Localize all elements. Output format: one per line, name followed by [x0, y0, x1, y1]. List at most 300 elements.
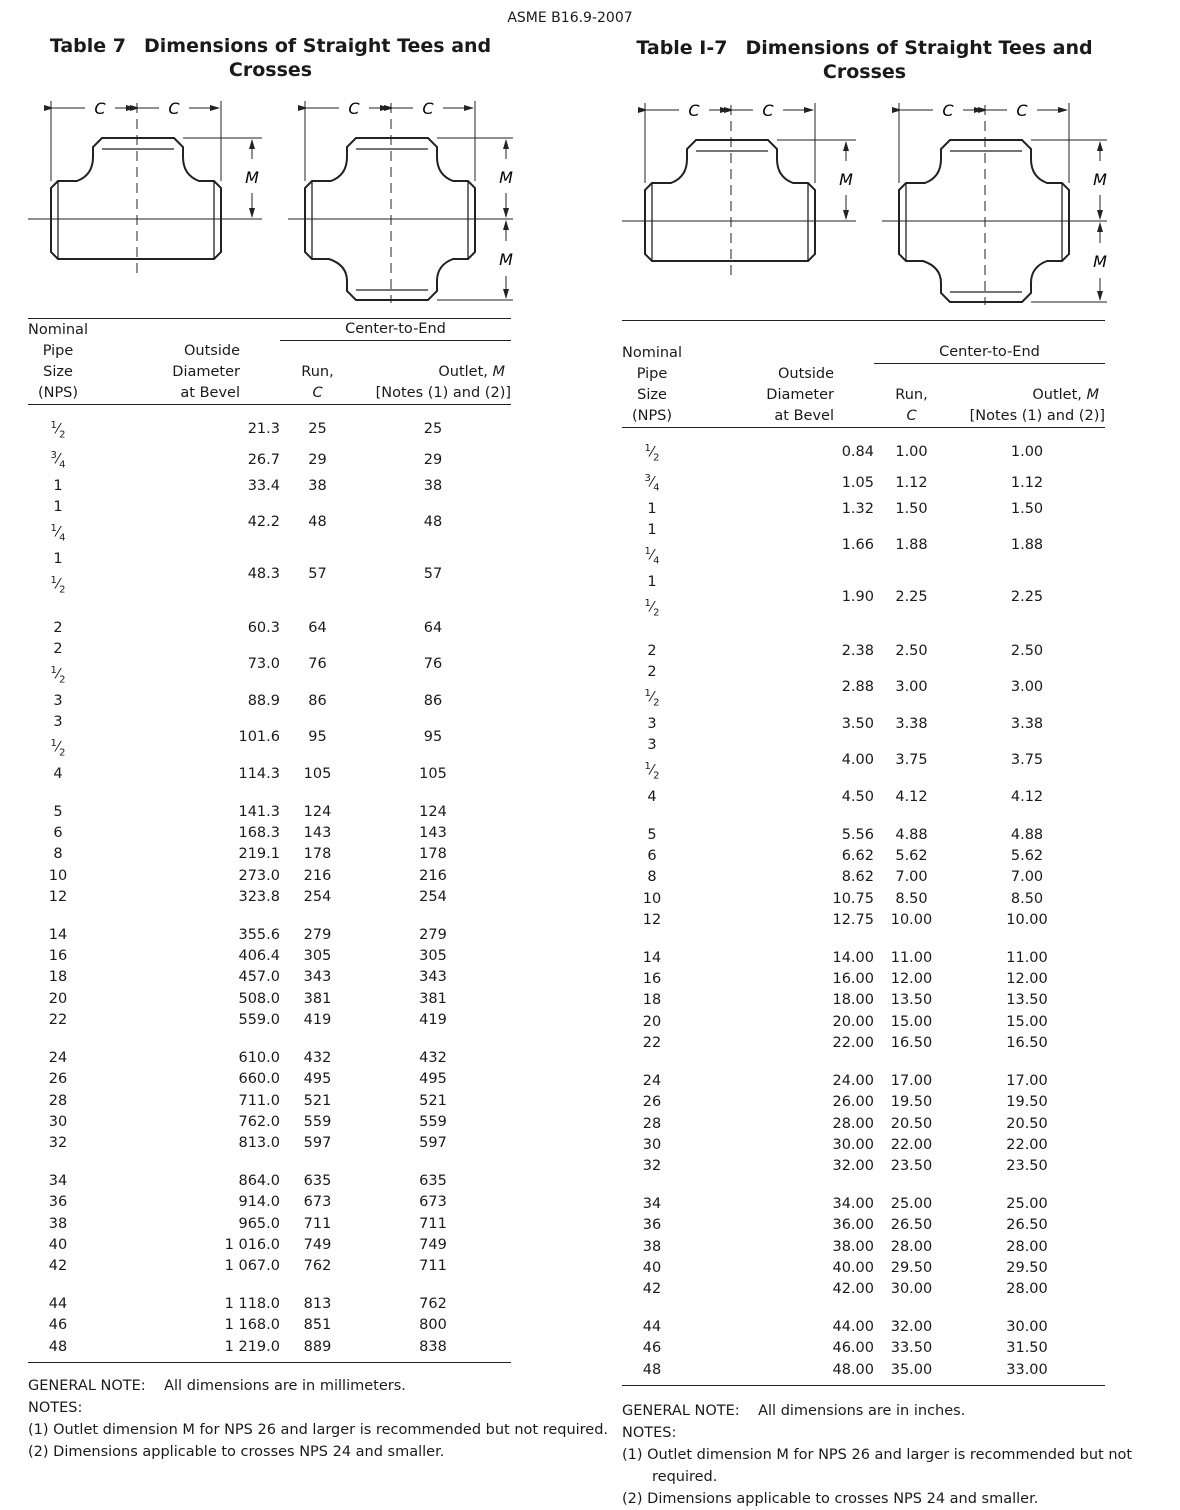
nps-cell: 14	[48, 927, 68, 944]
table-row	[622, 948, 1105, 969]
run-cell: 3.75	[895, 752, 928, 769]
run-cell: 597	[303, 1134, 332, 1151]
nps-cell: 22	[642, 1034, 662, 1051]
nps-header-3: Size	[637, 386, 667, 403]
table-7-grid	[28, 318, 511, 1363]
title-line-2: Crosses	[822, 61, 907, 83]
od-cell: 42.2	[247, 514, 280, 531]
run-cell: 813	[303, 1296, 332, 1313]
nps-cell: 26	[48, 1071, 68, 1088]
table-row	[622, 1156, 1105, 1177]
od-cell: 38.00	[832, 1238, 874, 1255]
nps-cell: 28	[642, 1115, 662, 1132]
run-cell: 279	[303, 927, 332, 944]
nps-cell: 42	[48, 1257, 68, 1274]
nps-cell: $^3⁄_4$	[50, 450, 66, 471]
outlet-cell: 4.88	[1010, 827, 1044, 844]
nps-cell: 36	[48, 1194, 68, 1211]
title-line-2: Crosses	[228, 59, 313, 81]
nps-cell: 44	[48, 1296, 68, 1313]
run-cell: 8.50	[895, 890, 928, 907]
run-cell: 35.00	[890, 1361, 933, 1378]
svg-text:C: C	[168, 99, 180, 118]
run-cell: 124	[303, 804, 332, 821]
run-cell: 19.50	[890, 1094, 933, 1111]
nps-cell: $1^1⁄_4$	[50, 499, 66, 544]
table-row	[622, 1215, 1105, 1236]
od-cell: 1.90	[841, 589, 874, 606]
nps-cell: 2	[53, 619, 63, 636]
outlet-cell: 1.00	[1010, 444, 1044, 461]
table-row	[622, 1135, 1105, 1156]
od-cell: 1 219.0	[224, 1338, 280, 1355]
table-row	[28, 866, 511, 887]
outlet-cell: 178	[419, 846, 447, 863]
outlet-cell: 11.00	[1006, 950, 1048, 967]
outlet-cell: 495	[419, 1071, 447, 1088]
outlet-header-2: [Notes (1) and (2)]	[355, 383, 511, 405]
table-row	[28, 764, 511, 785]
od-cell: 4.50	[841, 788, 874, 805]
outlet-cell: 28.00	[1006, 1238, 1048, 1255]
od-header-1: Outside	[778, 365, 834, 382]
nps-cell: 18	[48, 969, 68, 986]
run-cell: 23.50	[890, 1157, 933, 1174]
od-cell: 965.0	[238, 1215, 280, 1232]
od-cell: 1 118.0	[224, 1296, 280, 1313]
run-cell: 64	[308, 619, 327, 636]
table-row	[622, 1012, 1105, 1033]
outlet-cell: 2.25	[1010, 589, 1044, 606]
outlet-cell: 13.50	[1006, 992, 1048, 1009]
run-cell: 343	[303, 969, 332, 986]
outlet-cell: 419	[419, 1011, 447, 1028]
od-cell: 1.05	[841, 474, 874, 491]
outlet-cell: 559	[419, 1113, 447, 1130]
table-row	[28, 967, 511, 988]
nps-cell: 14	[642, 950, 662, 967]
nps-header-1: Nominal	[622, 344, 682, 361]
outlet-cell: 673	[419, 1194, 447, 1211]
run-cell: 25	[308, 421, 327, 438]
run-header-1: Run,	[301, 363, 334, 380]
nps-cell: $^1⁄_2$	[644, 442, 660, 463]
table-row	[622, 990, 1105, 1011]
nps-cell: 40	[642, 1259, 662, 1276]
table-row	[28, 1214, 511, 1235]
od-cell: 46.00	[832, 1340, 874, 1357]
run-cell: 2.25	[895, 589, 928, 606]
outlet-cell: 57	[423, 566, 443, 583]
note-1: (1) Outlet dimension M for NPS 26 and larger is recommended but not required.	[622, 1446, 1133, 1485]
table-row	[622, 1194, 1105, 1215]
table-row	[622, 468, 1105, 499]
run-cell: 3.00	[895, 679, 928, 696]
run-header-2: C	[280, 383, 355, 405]
run-cell: 1.50	[895, 500, 928, 517]
table-row	[622, 735, 1105, 787]
outlet-cell: 2.50	[1010, 642, 1044, 659]
od-cell: 48.3	[247, 566, 280, 583]
run-cell: 381	[303, 990, 332, 1007]
nps-cell: 5	[53, 804, 63, 821]
table-row	[28, 1133, 511, 1154]
nps-header-3: Size	[43, 363, 73, 380]
nps-cell: $1^1⁄_2$	[50, 550, 66, 596]
table-title	[622, 36, 1107, 84]
table-row	[28, 639, 511, 691]
run-cell: 4.88	[895, 827, 928, 844]
table-row	[28, 844, 511, 865]
outlet-cell: 25.00	[1006, 1196, 1048, 1213]
table-row	[28, 925, 511, 946]
run-cell: 305	[303, 948, 332, 965]
run-cell: 17.00	[890, 1073, 933, 1090]
notes-block	[28, 1375, 608, 1463]
outlet-cell: 279	[419, 927, 447, 944]
od-cell: 12.75	[832, 911, 874, 928]
od-cell: 168.3	[238, 825, 280, 842]
nps-cell: 30	[48, 1113, 68, 1130]
run-cell: 29.50	[890, 1259, 933, 1276]
od-cell: 14.00	[832, 950, 874, 967]
outlet-cell: 17.00	[1006, 1073, 1048, 1090]
outlet-cell: 711	[419, 1257, 447, 1274]
outlet-cell: 76	[423, 656, 443, 673]
od-cell: 6.62	[841, 848, 874, 865]
svg-text:M: M	[245, 168, 259, 187]
nps-cell: 20	[642, 1013, 662, 1030]
table-row	[28, 802, 511, 823]
nps-cell: 22	[48, 1011, 68, 1028]
od-cell: 273.0	[238, 867, 280, 884]
outlet-cell: 16.50	[1006, 1034, 1048, 1051]
od-cell: 5.56	[841, 827, 874, 844]
outlet-header-1: Outlet, M	[1032, 386, 1100, 403]
table-row	[28, 476, 511, 497]
table-row	[622, 438, 1105, 469]
note-1: (1) Outlet dimension M for NPS 26 and larger is recommended but not required.	[28, 1421, 609, 1438]
outlet-cell: 20.50	[1006, 1115, 1048, 1132]
table-row	[28, 1192, 511, 1213]
run-cell: 11.00	[890, 950, 933, 967]
notes-label: NOTES:	[28, 1399, 83, 1416]
outlet-cell: 64	[423, 619, 443, 636]
od-cell: 1.32	[841, 500, 874, 517]
outlet-header-1: Outlet, M	[438, 363, 506, 380]
svg-text:C: C	[94, 99, 106, 118]
od-cell: 28.00	[832, 1115, 874, 1132]
run-cell: 216	[303, 867, 332, 884]
nps-cell: 32	[642, 1157, 662, 1174]
od-cell: 914.0	[238, 1194, 280, 1211]
run-cell: 419	[303, 1011, 332, 1028]
notes-block	[622, 1400, 1180, 1510]
run-cell: 10.00	[890, 911, 933, 928]
od-header-3: at Bevel	[128, 383, 280, 405]
od-cell: 42.00	[832, 1280, 874, 1297]
od-header-2: Diameter	[172, 363, 240, 380]
od-cell: 610.0	[238, 1050, 280, 1067]
outlet-cell: 48	[423, 514, 443, 531]
run-header-1: Run,	[895, 386, 928, 403]
table-row	[622, 867, 1105, 888]
nps-cell: 4	[53, 765, 63, 782]
nps-cell: 8	[647, 869, 657, 886]
nps-cell: 6	[647, 848, 657, 865]
outlet-cell: 12.00	[1006, 971, 1048, 988]
nps-cell: 6	[53, 825, 63, 842]
title-line-1: Dimensions of Straight Tees and	[745, 37, 1093, 59]
nps-cell: 40	[48, 1236, 68, 1253]
od-cell: 711.0	[238, 1092, 280, 1109]
table-row	[28, 1010, 511, 1031]
table-body	[622, 427, 1105, 1385]
table-row	[622, 1114, 1105, 1135]
nps-cell: $^3⁄_4$	[644, 473, 660, 494]
od-cell: 8.62	[841, 869, 874, 886]
od-cell: 219.1	[238, 846, 280, 863]
od-cell: 2.88	[841, 679, 874, 696]
run-cell: 5.62	[895, 848, 928, 865]
od-cell: 762.0	[238, 1113, 280, 1130]
table-row	[622, 1360, 1105, 1381]
table-row	[622, 1317, 1105, 1338]
outlet-cell: 3.38	[1010, 715, 1044, 732]
nps-cell: $3^1⁄_2$	[50, 714, 66, 759]
outlet-cell: 28.00	[1006, 1280, 1048, 1297]
od-cell: 4.00	[841, 752, 874, 769]
nps-cell: $1^1⁄_2$	[644, 573, 660, 619]
table-row	[622, 969, 1105, 990]
table-number: Table I-7	[636, 37, 728, 59]
od-cell: 2.38	[841, 642, 874, 659]
run-cell: 851	[303, 1317, 332, 1334]
nps-cell: 10	[48, 867, 68, 884]
page-header: ASME B16.9-2007	[507, 10, 633, 26]
table-row	[622, 641, 1105, 662]
od-cell: 813.0	[238, 1134, 280, 1151]
od-cell: 864.0	[238, 1173, 280, 1190]
nps-cell: 28	[48, 1092, 68, 1109]
nps-header-1: Nominal	[28, 319, 128, 341]
nps-cell: 48	[642, 1361, 662, 1378]
outlet-cell: 30.00	[1006, 1319, 1048, 1336]
nps-cell: 18	[642, 992, 662, 1009]
table-row	[28, 946, 511, 967]
od-cell: 323.8	[238, 888, 280, 905]
outlet-cell: 635	[419, 1173, 447, 1190]
od-cell: 48.00	[832, 1361, 874, 1378]
run-cell: 95	[308, 729, 327, 746]
tee-cross-diagram	[622, 84, 1107, 310]
run-cell: 1.00	[895, 444, 928, 461]
od-cell: 660.0	[238, 1071, 280, 1088]
run-cell: 25.00	[890, 1196, 933, 1213]
run-cell: 432	[303, 1050, 332, 1067]
table-i-7	[622, 320, 1180, 1510]
outlet-cell: 10.00	[1006, 911, 1048, 928]
table-row	[622, 889, 1105, 910]
outlet-cell: 86	[423, 692, 443, 709]
od-cell: 508.0	[238, 990, 280, 1007]
svg-text:M: M	[1093, 252, 1107, 271]
outlet-cell: 33.00	[1006, 1361, 1048, 1378]
outlet-cell: 749	[419, 1236, 447, 1253]
table-row	[622, 1279, 1105, 1300]
outlet-cell: 1.50	[1010, 500, 1044, 517]
od-cell: 34.00	[832, 1196, 874, 1213]
table-row	[28, 1048, 511, 1069]
run-cell: 7.00	[895, 869, 928, 886]
od-cell: 30.00	[832, 1136, 874, 1153]
notes-label: NOTES:	[622, 1424, 677, 1441]
outlet-cell: 597	[419, 1134, 447, 1151]
table-row	[622, 846, 1105, 867]
run-cell: 86	[308, 692, 327, 709]
outlet-cell: 26.50	[1006, 1217, 1048, 1234]
od-header-1: Outside	[184, 342, 240, 359]
center-to-end-header: Center-to-End	[874, 321, 1105, 364]
outlet-cell: 3.00	[1010, 679, 1044, 696]
table-i-7-panel	[622, 36, 1107, 310]
od-cell: 33.4	[247, 477, 280, 494]
svg-text:C: C	[688, 101, 700, 120]
nps-cell: 5	[647, 827, 657, 844]
outlet-cell: 124	[419, 804, 447, 821]
svg-text:C: C	[942, 101, 954, 120]
table-number: Table 7	[49, 35, 127, 57]
run-cell: 33.50	[890, 1340, 933, 1357]
run-cell: 521	[303, 1092, 332, 1109]
svg-text:C: C	[762, 101, 774, 120]
run-cell: 76	[308, 656, 327, 673]
run-cell: 13.50	[890, 992, 933, 1009]
outlet-cell: 216	[419, 867, 447, 884]
table-row	[622, 499, 1105, 520]
outlet-cell: 381	[419, 990, 447, 1007]
note-2: (2) Dimensions applicable to crosses NPS 24 and smaller.	[28, 1443, 445, 1460]
run-cell: 28.00	[890, 1238, 933, 1255]
outlet-cell: 38	[423, 477, 443, 494]
table-row	[622, 787, 1105, 808]
outlet-cell: 762	[419, 1296, 447, 1313]
nps-cell: 38	[642, 1238, 662, 1255]
nps-cell: 48	[48, 1338, 68, 1355]
outlet-cell: 7.00	[1010, 869, 1044, 886]
run-cell: 12.00	[890, 971, 933, 988]
od-cell: 36.00	[832, 1217, 874, 1234]
svg-text:M: M	[499, 250, 513, 269]
outlet-cell: 29	[423, 451, 443, 468]
outlet-cell: 15.00	[1006, 1013, 1048, 1030]
nps-cell: 36	[642, 1217, 662, 1234]
od-cell: 18.00	[832, 992, 874, 1009]
nps-cell: 3	[647, 715, 657, 732]
table-row	[622, 572, 1105, 624]
nps-cell: 34	[642, 1196, 662, 1213]
outlet-cell: 432	[419, 1050, 447, 1067]
run-cell: 3.38	[895, 715, 928, 732]
outlet-cell: 143	[419, 825, 447, 842]
table-title	[28, 34, 513, 82]
od-cell: 559.0	[238, 1011, 280, 1028]
outlet-cell: 1.88	[1010, 537, 1044, 554]
outlet-cell: 25	[423, 421, 443, 438]
table-7	[28, 318, 608, 1463]
nps-header-4: (NPS)	[37, 384, 79, 401]
table-row	[28, 497, 511, 549]
nps-cell: 8	[53, 846, 63, 863]
nps-cell: 10	[642, 890, 662, 907]
od-cell: 355.6	[238, 927, 280, 944]
table-row	[28, 989, 511, 1010]
table-row	[622, 1033, 1105, 1054]
od-header-2: Diameter	[766, 386, 834, 403]
od-cell: 24.00	[832, 1073, 874, 1090]
outlet-cell: 3.75	[1010, 752, 1044, 769]
table-row	[28, 1294, 511, 1315]
nps-cell: 12	[642, 911, 662, 928]
svg-text:C: C	[348, 99, 360, 118]
run-cell: 20.50	[890, 1115, 933, 1132]
nps-cell: 1	[647, 500, 657, 517]
table-row	[28, 618, 511, 639]
outlet-cell: 5.62	[1010, 848, 1044, 865]
general-note-label: GENERAL NOTE:	[622, 1402, 740, 1419]
run-cell: 22.00	[890, 1136, 933, 1153]
nps-cell: $2^1⁄_2$	[50, 640, 66, 686]
outlet-cell: 305	[419, 948, 447, 965]
run-cell: 1.88	[895, 537, 928, 554]
nps-cell: 44	[642, 1319, 662, 1336]
table-i-7-grid	[622, 320, 1105, 1386]
od-cell: 88.9	[247, 692, 280, 709]
svg-text:C: C	[1016, 101, 1028, 120]
od-header-3: at Bevel	[722, 406, 874, 428]
table-row	[28, 1235, 511, 1256]
general-note-label: GENERAL NOTE:	[28, 1377, 146, 1394]
od-cell: 40.00	[832, 1259, 874, 1276]
nps-cell: 32	[48, 1134, 68, 1151]
run-cell: 48	[308, 514, 327, 531]
table-row	[622, 1338, 1105, 1359]
general-note: All dimensions are in inches.	[758, 1402, 966, 1419]
od-cell: 0.84	[841, 444, 874, 461]
run-cell: 1.12	[895, 474, 928, 491]
center-to-end-header: Center-to-End	[280, 319, 511, 341]
nps-cell: $3^1⁄_2$	[644, 737, 660, 782]
run-cell: 559	[303, 1113, 332, 1130]
table-row	[28, 1315, 511, 1336]
table-row	[622, 714, 1105, 735]
od-cell: 406.4	[238, 948, 280, 965]
run-cell: 673	[303, 1194, 332, 1211]
nps-cell: 16	[642, 971, 662, 988]
outlet-cell: 23.50	[1006, 1157, 1048, 1174]
nps-cell: 4	[647, 788, 657, 805]
outlet-cell: 19.50	[1006, 1094, 1048, 1111]
od-cell: 73.0	[247, 656, 280, 673]
nps-cell: 34	[48, 1173, 68, 1190]
table-row	[28, 1337, 511, 1358]
table-row	[28, 712, 511, 764]
table-row	[28, 1256, 511, 1277]
run-cell: 4.12	[895, 788, 928, 805]
nps-cell: 30	[642, 1136, 662, 1153]
od-cell: 22.00	[832, 1034, 874, 1051]
od-cell: 114.3	[238, 765, 280, 782]
